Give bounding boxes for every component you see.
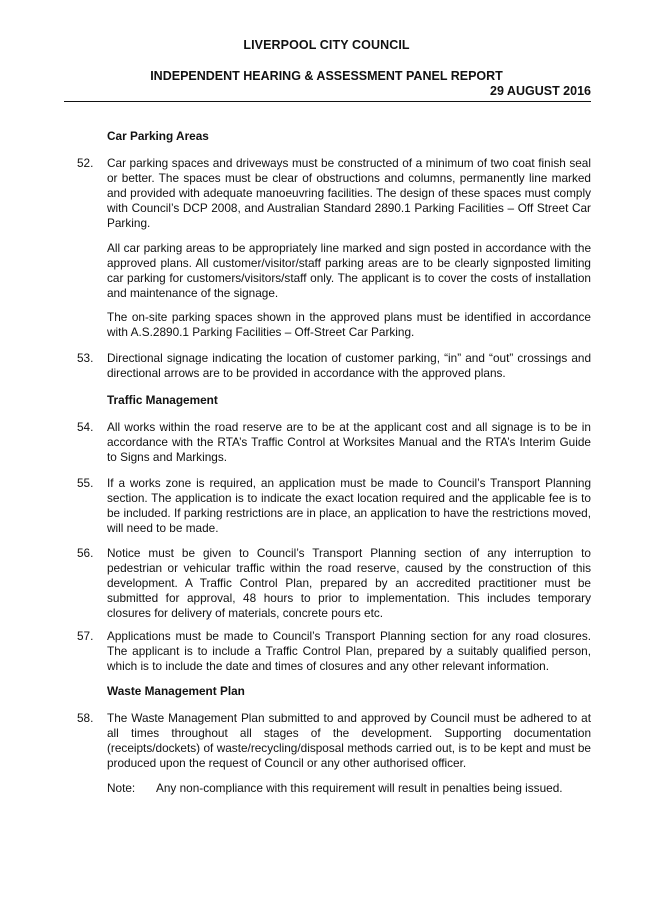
condition-52-paragraph-2: All car parking areas to be appropriately line marked and sign posted in accordance with the approved plans. All customer/visitor/staff parking areas are to be clearly signposted limiting car parking for customers/visitors/staff only. The applicant is to cover the costs of installation and maintenance of the signage. [107,241,591,300]
header-divider [64,101,591,102]
heading-traffic-management: Traffic Management [107,393,218,407]
condition-58-text: The Waste Management Plan submitted to and approved by Council must be adhered to at all times throughout all stages of the development. Supporting documentation (receipts/dockets) of waste/recycling/disposal methods carried out, is to be kept and must be produced upon the request of Council or any other authorised officer. [107,711,591,770]
condition-58-number: 58. [77,711,94,725]
heading-car-parking: Car Parking Areas [107,129,209,143]
condition-57-number: 57. [77,629,94,643]
condition-54-text: All works within the road reserve are to be at the applicant cost and all signage is to be in accordance with the RTA’s Traffic Control at Worksites Manual and the RTA’s Interim Guide to Signs and Markings. [107,420,591,464]
condition-53-number: 53. [77,351,94,365]
report-title: INDEPENDENT HEARING & ASSESSMENT PANEL REPORT [150,69,503,83]
condition-55-number: 55. [77,476,94,490]
condition-52-paragraph-1: Car parking spaces and driveways must be constructed of a minimum of two coat finish seal or better. The spaces must be clear of obstructions and columns, permanently line marked and provided with adequate manoeuvring facilities. The design of these spaces must comply with Council’s DCP 2008, and Australian Standard 2890.1 Parking Facilities – Off Street Car Parking. [107,156,591,230]
condition-56-number: 56. [77,546,94,560]
note-text: Any non-compliance with this requirement will result in penalties being issued. [156,781,563,795]
condition-53-text: Directional signage indicating the location of customer parking, “in” and “out” crossings and directional arrows are to be provided in accordance with the approved plans. [107,351,591,380]
council-name: LIVERPOOL CITY COUNCIL [243,38,410,52]
condition-54-number: 54. [77,420,94,434]
condition-56-text: Notice must be given to Council’s Transport Planning section of any interruption to pedestrian or vehicular traffic within the road reserve, caused by the construction of this development. A Traffic Control Plan, prepared by an accredited practitioner must be submitted for approval, 48 hours to prior to implementation. This includes temporary closures for delivery of materials, concrete pours etc. [107,546,591,620]
condition-52-paragraph-3: The on-site parking spaces shown in the approved plans must be identified in accordance with A.S.2890.1 Parking Facilities – Off-Street Car Parking. [107,310,591,339]
condition-57-text: Applications must be made to Council’s Transport Planning section for any road closures. The applicant is to include a Traffic Control Plan, prepared by a suitably qualified person, which is to include the date and times of closures and any other relevant information. [107,629,591,673]
heading-waste-management: Waste Management Plan [107,684,245,698]
condition-52-number: 52. [77,156,94,170]
note-label: Note: [107,781,136,795]
condition-55-text: If a works zone is required, an application must be made to Council’s Transport Planning section. The application is to indicate the exact location required and the applicable fee is to be included. If parking restrictions are in place, an application to have the restrictions moved, will need to be made. [107,476,591,535]
report-date: 29 AUGUST 2016 [490,84,591,98]
